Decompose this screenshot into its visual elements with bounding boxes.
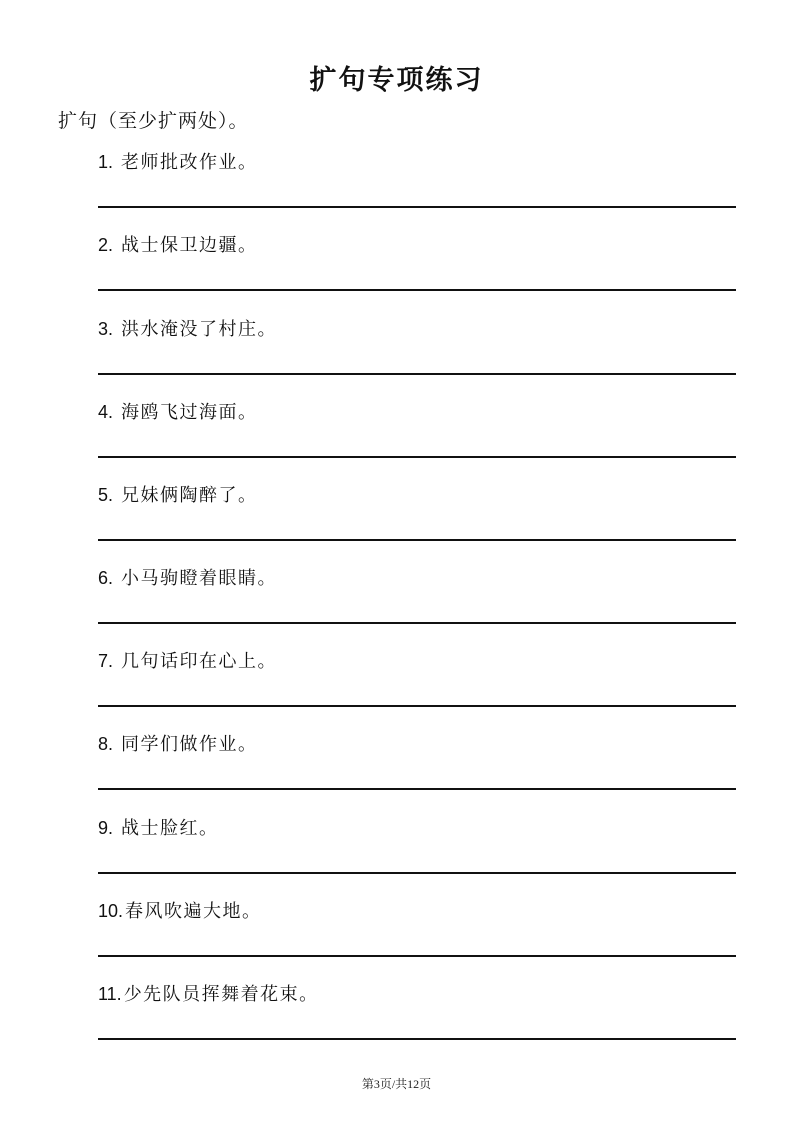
question-number: 4. xyxy=(98,402,114,422)
question-number: 10. xyxy=(98,901,124,921)
question-number: 7. xyxy=(98,651,114,671)
answer-line[interactable] xyxy=(98,622,736,624)
question-number: 2. xyxy=(98,235,114,255)
answer-line[interactable] xyxy=(98,705,736,707)
question-item xyxy=(98,730,736,790)
question-item xyxy=(98,481,736,541)
question-sentence: 几句话印在心上。 xyxy=(121,651,278,672)
question-sentence: 春风吹遍大地。 xyxy=(125,901,262,922)
question-number: 6. xyxy=(98,568,114,588)
question-sentence: 战士保卫边疆。 xyxy=(121,235,258,256)
page-footer: 第3页/共12页 xyxy=(361,1077,432,1091)
question-item xyxy=(98,148,736,208)
question-sentence: 同学们做作业。 xyxy=(121,734,258,755)
question-item xyxy=(98,564,736,624)
question-item xyxy=(98,231,736,291)
question-number: 3. xyxy=(98,319,114,339)
question-number: 11. xyxy=(98,984,122,1004)
question-number: 5. xyxy=(98,485,114,505)
answer-line[interactable] xyxy=(98,206,736,208)
question-item xyxy=(98,814,736,874)
question-sentence: 战士脸红。 xyxy=(121,818,219,839)
question-number: 9. xyxy=(98,818,114,838)
question-item xyxy=(98,398,736,458)
question-sentence: 兄妹俩陶醉了。 xyxy=(121,485,258,506)
answer-line[interactable] xyxy=(98,456,736,458)
question-number: 8. xyxy=(98,734,114,754)
answer-line[interactable] xyxy=(98,955,736,957)
question-item xyxy=(98,647,736,707)
question-sentence: 海鸥飞过海面。 xyxy=(121,402,258,423)
question-sentence: 少先队员挥舞着花束。 xyxy=(123,984,319,1005)
question-item xyxy=(98,980,736,1040)
answer-line[interactable] xyxy=(98,289,736,291)
question-sentence: 老师批改作业。 xyxy=(121,152,258,173)
answer-line[interactable] xyxy=(98,788,736,790)
answer-line[interactable] xyxy=(98,1038,736,1040)
question-number: 1. xyxy=(98,152,114,172)
question-item xyxy=(98,897,736,957)
answer-line[interactable] xyxy=(98,872,736,874)
page-title: 扩句专项练习 xyxy=(309,65,484,96)
instruction-text: 扩句（至少扩两处）。 xyxy=(58,110,249,132)
question-sentence: 洪水淹没了村庄。 xyxy=(121,319,278,340)
question-sentence: 小马驹瞪着眼睛。 xyxy=(121,568,278,589)
answer-line[interactable] xyxy=(98,539,736,541)
answer-line[interactable] xyxy=(98,373,736,375)
question-item xyxy=(98,315,736,375)
